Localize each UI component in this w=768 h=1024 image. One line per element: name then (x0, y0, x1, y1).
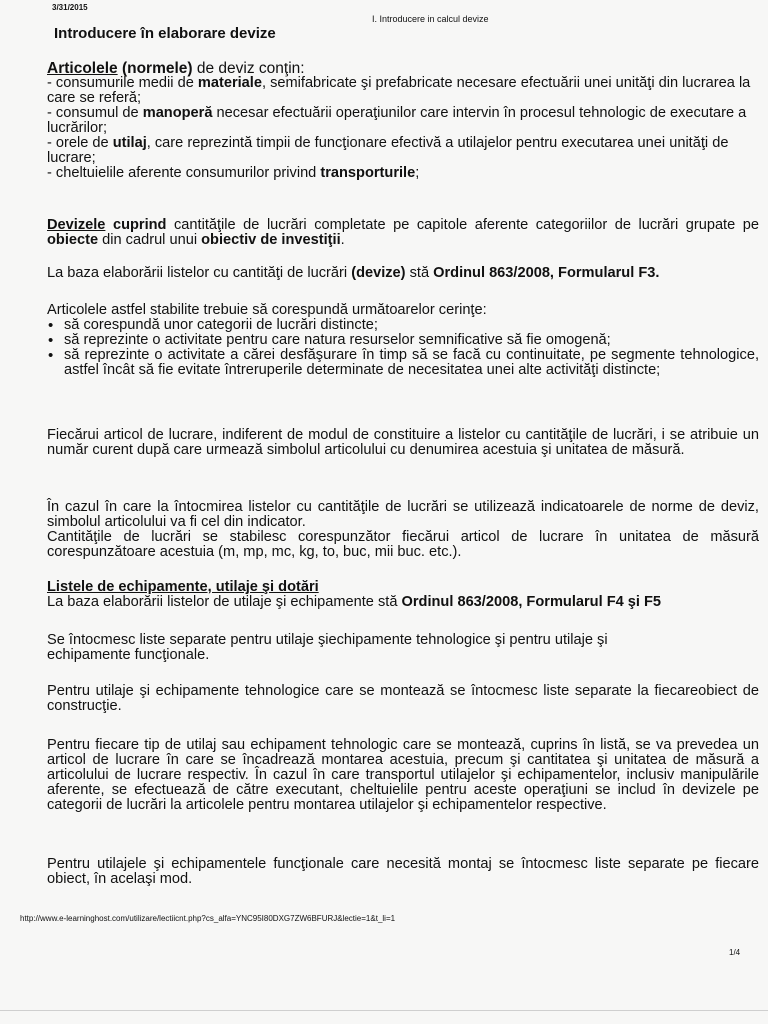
articole-item-bold: materiale (197, 75, 262, 91)
baza-ordinul: Ordinul 863/2008, Formularul F3. (433, 265, 660, 281)
cerinte-list-item: • să reprezinte o activitate a cărei desfăşurare în timp să se facă cu continuitate, pe segmente tehnologice, astfel încât să fie evitate întreruperile determinate de necesitatea unei alte activităţi distincte; (47, 348, 759, 378)
devize-text: cantităţile de lucrări completate pe capitole aferente categoriilor de lucrări grupate pe (166, 217, 759, 233)
page-edge-divider (0, 1010, 768, 1011)
listele-heading: Listele de echipamente, utilaje şi dotări (47, 579, 319, 595)
baza-bold: (devize) (351, 265, 406, 281)
devize-bold: cuprind (105, 217, 167, 233)
cazul-paragraph: În cazul în care la întocmirea listelor cu cantităţile de lucrări se utilizează indicatoarele de norme de deviz, simbolul articolului va fi cel din indicator. (47, 499, 759, 530)
articole-heading-rest: de deviz conţin: (192, 60, 305, 77)
articole-item-text: - cheltuielile aferente consumurilor privind (47, 165, 321, 181)
footer-url: http://www.e-learninghost.com/utilizare/lectiicnt.php?cs_alfa=YNC95I80DXG7ZW6BFURJ&lectie=1&t_li=1 (20, 914, 396, 923)
cerinte-list (47, 318, 759, 378)
cerinte-list-item: • să corespundă unor categorii de lucrări distincte; (47, 318, 759, 333)
articole-item-text: - consumul de (47, 105, 143, 121)
cerinte-list-item: • să reprezinte o activitate pentru care natura resurselor semnificative să fie omogenă; (47, 333, 759, 348)
articole-item-text: , care reprezintă timpii de funcţionare efectivă a utilajelor pentru executarea unei unităţi de lucrare; (47, 135, 729, 166)
articole-normele: (normele) (121, 60, 193, 77)
cerinte-intro: Articolele astfel stabilite trebuie să corespundă următoarelor cerinţe: (47, 302, 487, 318)
tip-paragraph: Pentru fiecare tip de utilaj sau echipament tehnologic care se montează, cuprins în listă, se va prevedea un articol de lucrare în care se încadrează montarea acestuia, precum şi cantitatea şi unitatea de măsură a articolului de lucrare respectiv. În cazul în care transportul utilajelor şi echipamentelor, inclusiv manipulările aferente, se efectuează de către executant, cheltuielile pentru aceste operaţiuni se includ în devizele pe categorii de lucrări la articolele pentru montarea utilajelor şi echipamentelor respective. (47, 737, 759, 813)
articole-heading (47, 61, 759, 76)
page-title: Introducere în elaborare devize (54, 25, 276, 42)
articole-section (47, 61, 759, 181)
devize-text: din cadrul unui (98, 232, 202, 248)
articole-item-materiale (47, 76, 759, 106)
articole-item-bold: transporturile (320, 165, 416, 181)
baza-text: La baza elaborării listelor cu cantităţi de lucrări (47, 265, 352, 281)
fiecarui-paragraph: Fiecărui articol de lucrare, indiferent de modul de constituire a listelor cu cantităţile de lucrări, i se atribuie un număr curent după care urmează simbolul articolului cu denumirea acestuia şi unitatea de măsură. (47, 427, 759, 458)
listele-section (47, 580, 759, 610)
devize-bold: obiecte (47, 232, 99, 248)
page-number: 1/4 (729, 948, 741, 957)
articole-item-text: - consumurile medii de (47, 75, 198, 91)
articole-item-text: - orele de (47, 135, 113, 151)
listele-baza (47, 595, 759, 610)
baza-devize-paragraph (47, 266, 759, 281)
section-header: I. Introducere in calcul devize (372, 14, 489, 24)
articole-item-bold: manoperă (142, 105, 213, 121)
articole-item-text: ; (415, 165, 420, 181)
devize-paragraph (47, 218, 759, 248)
articole-item-text: necesar efectuării operaţiunilor care intervin în procesul tehnologic de executare a lucrărilor; (47, 105, 747, 136)
articole-item-utilaj (47, 136, 759, 166)
listele-ordinul: Ordinul 863/2008, Formularul F4 şi F5 (401, 594, 662, 610)
functionale-paragraph: Pentru utilajele şi echipamentele funcţionale care necesită montaj se întocmesc liste separate pe fiecare obiect, în acelaşi mod. (47, 856, 759, 887)
articole-item-transport (47, 166, 759, 181)
listele-text: La baza elaborării listelor de utilaje şi echipamente stă (47, 594, 402, 610)
devize-term: Devizele (47, 217, 106, 233)
separate-paragraph: Se întocmesc liste separate pentru utilaje şiechipamente tehnologice şi pentru utilaje şi echipamente funcţionale. (47, 632, 608, 663)
cantitatile-paragraph: Cantităţile de lucrări se stabilesc corespunzător fiecărui articol de lucrare în unitatea de măsură corespunzătoare acestuia (m, mp, mc, kg, to, buc, mii buc. etc.). (47, 529, 759, 560)
utilaje-paragraph: Pentru utilaje şi echipamente tehnologice care se montează se întocmesc liste separate la fiecareobiect de construcţie. (47, 683, 759, 714)
baza-text: stă (405, 265, 434, 281)
articole-item-manopera (47, 106, 759, 136)
devize-bold: obiectiv de investiţii (201, 232, 341, 248)
articole-term: Articolele (47, 60, 118, 77)
articole-item-text: , semifabricate şi prefabricate necesare efectuării unei unităţi din lucrarea la care se referă; (47, 75, 751, 106)
cerinte-section (47, 303, 759, 378)
print-date: 3/31/2015 (52, 3, 88, 12)
devize-text: . (340, 232, 345, 248)
articole-item-bold: utilaj (112, 135, 147, 151)
